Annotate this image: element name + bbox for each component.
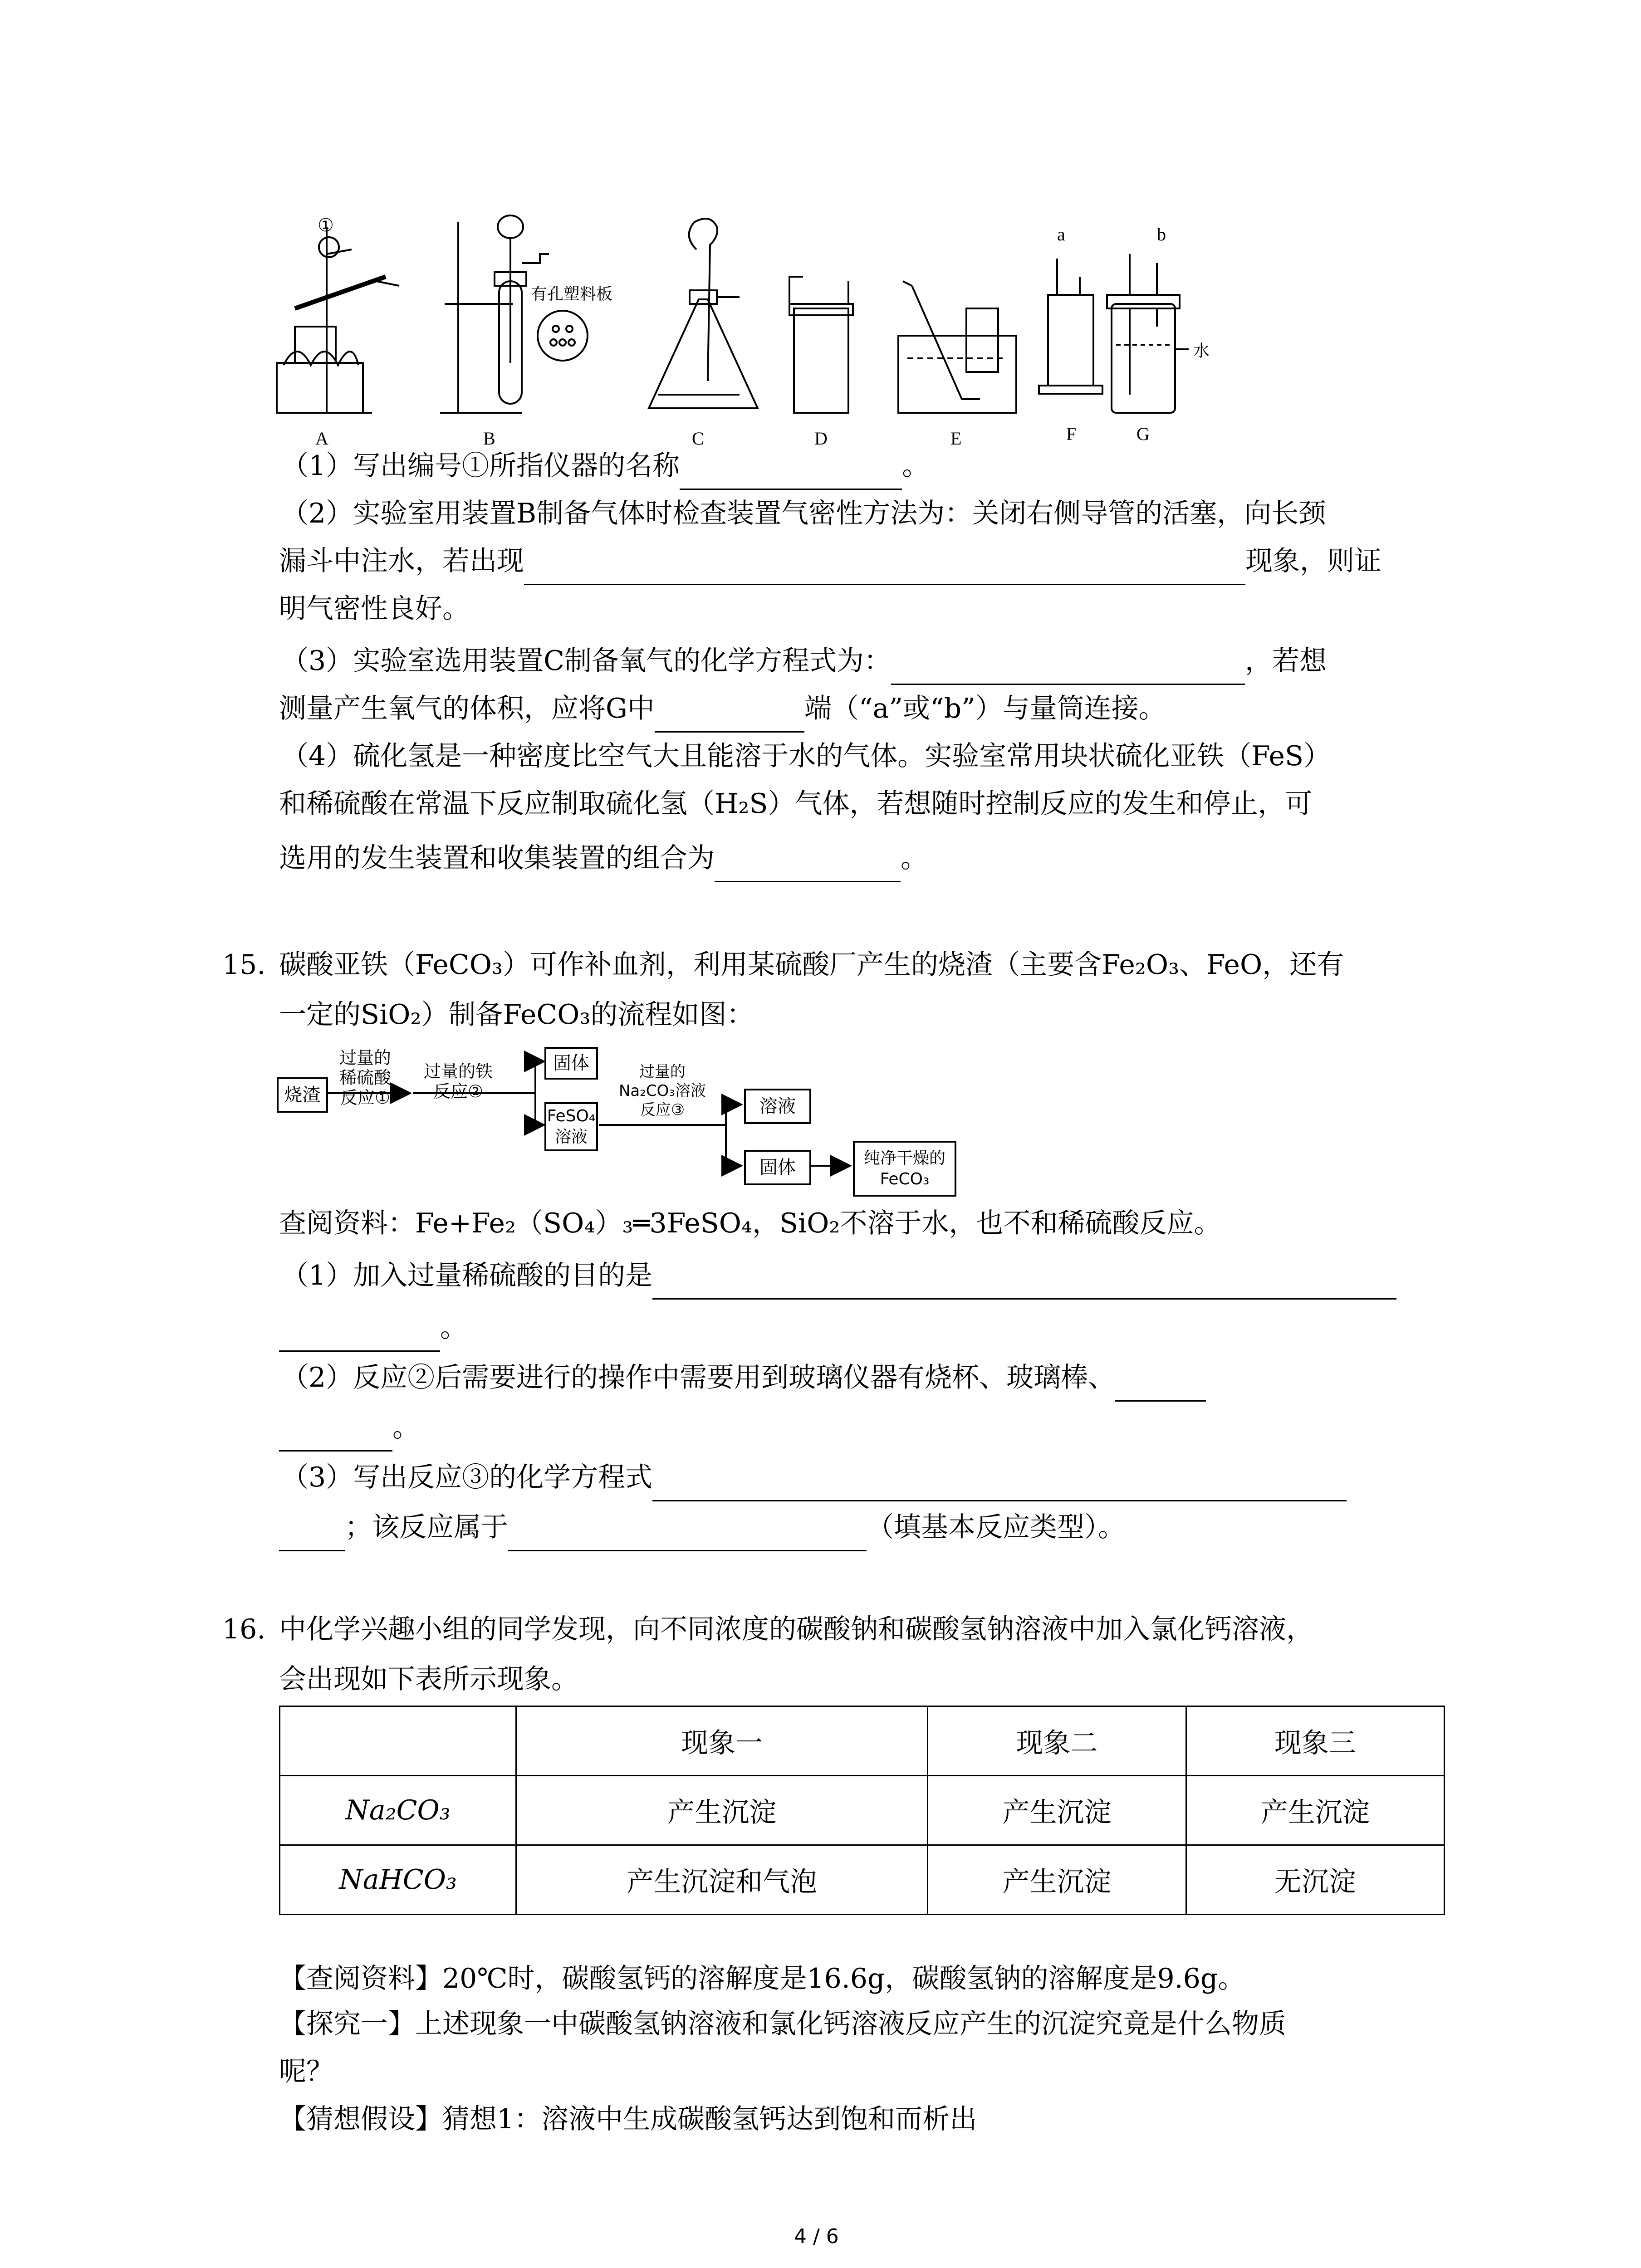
water-label: 水 [1193, 342, 1210, 360]
flow-solid2-box: 固体 [744, 1150, 811, 1185]
flow-step2-label: 过量的铁 反应② [423, 1061, 493, 1101]
flow-step1-label: 过量的 稀硫酸 反应① [339, 1048, 391, 1108]
q14-p3-line1-a: （3）实验室选用装置C制备氧气的化学方程式为： [281, 645, 892, 677]
flow-step3-label: 过量的 Na₂CO₃溶液 反应③ [618, 1063, 706, 1119]
q14-p1-end: 。 [902, 450, 930, 482]
q15-p3-blank-type[interactable] [508, 1522, 867, 1551]
q15-p1-end: 。 [440, 1312, 467, 1344]
q14-p4-line3-b: 。 [901, 842, 928, 874]
flow-solid1-box: 固体 [544, 1047, 598, 1080]
q14-p2-line2-b: 现象，则证 [1245, 545, 1381, 577]
page-number: 4 / 6 [794, 2225, 839, 2248]
q16-explore-line2: 呢？ [279, 2056, 333, 2087]
q14-p3-blank-equation[interactable] [891, 655, 1245, 685]
q15-p2-blank-cont[interactable] [279, 1422, 392, 1452]
q15-p2-blank[interactable] [1115, 1372, 1206, 1402]
q15-p1-cont [279, 1304, 467, 1352]
q14-p3-line1 [281, 637, 1327, 685]
q14-p4-line3-a: 选用的发生装置和收集装置的组合为 [279, 842, 715, 874]
apparatus-label-b: B [483, 428, 495, 449]
q16-hypothesis: 【猜想假设】猜想1：溶液中生成碳酸氢钙达到饱和而析出 [279, 2103, 977, 2135]
q15-p3-mid: ；该反应属于 [345, 1511, 508, 1543]
q14-p2-line3: 明气密性良好。 [279, 593, 470, 625]
apparatus-label-g: G [1136, 424, 1150, 444]
table-cell: 产生沉淀 [928, 1776, 1186, 1845]
table-cell: 产生沉淀 [928, 1845, 1186, 1915]
q14-p3-line2-a: 测量产生氧气的体积，应将G中 [279, 693, 655, 724]
perforated-plate-label: 有孔塑料板 [531, 285, 613, 303]
q14-p2-line2-a: 漏斗中注水，若出现 [279, 545, 524, 577]
apparatus-label-c: C [692, 428, 704, 449]
table-row [280, 1776, 1445, 1845]
q14-p3-line2 [279, 685, 1166, 733]
table-row [280, 1845, 1445, 1915]
q15-p2-end: 。 [392, 1412, 420, 1443]
q15-p1 [281, 1252, 1396, 1300]
q14-p1-text: （1）写出编号①所指仪器的名称 [281, 450, 680, 482]
q14-p2-line1: （2）实验室用装置B制备气体时检查装置气密性方法为：关闭右侧导管的活塞，向长颈 [281, 498, 1326, 529]
q15-p2-cont [279, 1404, 420, 1452]
q15-p3 [281, 1454, 1347, 1501]
q15-ref: 查阅资料：Fe+Fe₂（SO₄）₃═3FeSO₄，SiO₂不溶于水，也不和稀硫酸反应。 [279, 1207, 1221, 1239]
q15-p3-blank-equation-cont[interactable] [279, 1522, 345, 1551]
q16-line1: 中化学兴趣小组的同学发现，向不同浓度的碳酸钠和碳酸氢钠溶液中加入氯化钙溶液， [279, 1613, 1313, 1645]
apparatus-label-e: E [950, 428, 962, 449]
apparatus-figure [268, 213, 1220, 449]
table-cell: 产生沉淀 [1186, 1776, 1444, 1845]
q15-line1: 碳酸亚铁（FeCO₃）可作补血剂，利用某硫酸厂产生的烧渣（主要含Fe₂O₃、FeO，还有 [279, 949, 1344, 981]
q14-p4-line3 [279, 835, 928, 882]
q15-p1-text: （1）加入过量稀硫酸的目的是 [281, 1260, 653, 1291]
q14-p4-line2: 和稀硫酸在常温下反应制取硫化氢（H₂S）气体，若想随时控制反应的发生和停止，可 [279, 788, 1313, 820]
table-header-cell: 现象一 [516, 1706, 928, 1776]
table-header-cell: 现象二 [928, 1706, 1186, 1776]
q15-p2-text: （2）反应②后需要进行的操作中需要用到玻璃仪器有烧杯、玻璃棒、 [281, 1362, 1116, 1393]
q16-line2: 会出现如下表所示现象。 [279, 1663, 578, 1695]
table-cell: 产生沉淀和气泡 [516, 1845, 928, 1915]
table-header-row [280, 1706, 1445, 1776]
q15-line2: 一定的SiO₂）制备FeCO₃的流程如图： [279, 999, 754, 1031]
q14-p1-blank[interactable] [680, 460, 902, 490]
q16-explore-line1: 【探究一】上述现象一中碳酸氢钠溶液和氯化钙溶液反应产生的沉淀究竟是什么物质 [279, 2008, 1286, 2040]
q15-number: 15. [222, 949, 266, 981]
q15-p3-end: （填基本反应类型）。 [867, 1511, 1125, 1543]
q15-p3-cont [279, 1504, 1125, 1551]
flow-feso4-box: FeSO₄ 溶液 [544, 1102, 598, 1151]
flow-product-box: 纯净干燥的 FeCO₃ [853, 1141, 956, 1197]
q15-p2 [281, 1354, 1206, 1402]
q14-p2-line2 [279, 538, 1381, 585]
flow-diagram [277, 1043, 980, 1207]
q14-p4-blank[interactable] [715, 853, 901, 882]
table-cell: 产生沉淀 [516, 1776, 928, 1845]
phenomena-table [279, 1706, 1445, 1915]
table-cell: Na₂CO₃ [280, 1776, 516, 1845]
port-a-label: a [1057, 224, 1065, 244]
q16-number: 16. [222, 1613, 266, 1645]
q15-p1-blank-cont[interactable] [279, 1322, 440, 1352]
q14-p3-line2-b: 端（“a”或“b”）与量筒连接。 [804, 693, 1166, 724]
flow-start-box: 烧渣 [277, 1077, 328, 1113]
q14-p3-line1-b: ，若想 [1245, 645, 1327, 677]
q14-p2-blank[interactable] [524, 556, 1245, 585]
table-cell: 无沉淀 [1186, 1845, 1444, 1915]
q16-ref: 【查阅资料】20℃时，碳酸氢钙的溶解度是16.6g，碳酸氢钠的溶解度是9.6g。 [279, 1963, 1245, 1994]
q14-part1 [281, 442, 929, 490]
q15-p1-blank[interactable] [652, 1270, 1396, 1300]
port-b-label: b [1157, 224, 1166, 244]
flow-solution-box: 溶液 [744, 1089, 811, 1124]
apparatus-marker-1: ① [318, 215, 334, 235]
q15-p3-blank-equation[interactable] [652, 1472, 1347, 1501]
q14-p3-blank-port[interactable] [655, 703, 804, 733]
q14-p4-line1: （4）硫化氢是一种密度比空气大且能溶于水的气体。实验室常用块状硫化亚铁（FeS） [281, 740, 1331, 772]
apparatus-label-a: A [315, 428, 328, 449]
apparatus-label-d: D [814, 428, 828, 449]
apparatus-label-f: F [1066, 424, 1077, 444]
table-header-cell: 现象三 [1186, 1706, 1444, 1776]
table-cell: NaHCO₃ [280, 1845, 516, 1915]
table-header-cell [280, 1706, 516, 1776]
q15-p3-text: （3）写出反应③的化学方程式 [281, 1461, 653, 1493]
